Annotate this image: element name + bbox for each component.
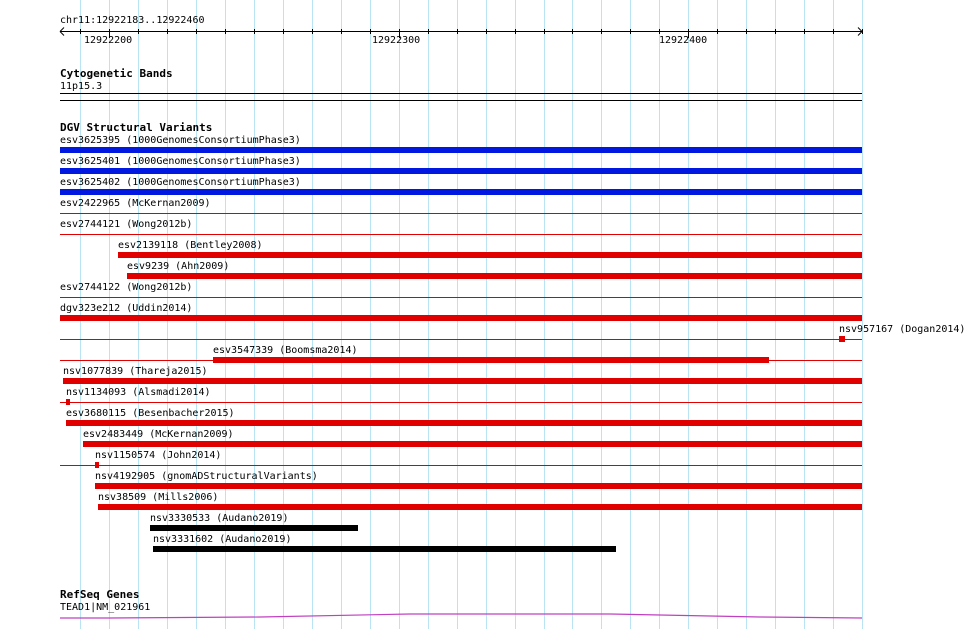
variant-label[interactable]: nsv1134093 (Alsmadi2014) (66, 387, 211, 398)
variant-label[interactable]: nsv1150574 (John2014) (95, 450, 222, 461)
variant-track-line (60, 339, 862, 340)
variant-label[interactable]: esv3680115 (Besenbacher2015) (66, 408, 235, 419)
variant-track-line (60, 234, 862, 235)
variant-label[interactable]: nsv4192905 (gnomADStructuralVariants) (95, 471, 318, 482)
variant-label[interactable]: nsv1077839 (Thareja2015) (63, 366, 208, 377)
dgv-track-title: DGV Structural Variants (60, 121, 213, 134)
ruler-arrow-left (60, 28, 64, 32)
refseq-track-title: RefSeq Genes (60, 588, 140, 601)
gene-model[interactable] (0, 612, 890, 624)
variant-label[interactable]: esv9239 (Ahn2009) (127, 261, 230, 272)
variant-bar[interactable] (127, 273, 862, 279)
cytoband-label: 11p15.3 (60, 81, 103, 92)
variant-label[interactable]: esv3625402 (1000GenomesConsortiumPhase3) (60, 177, 301, 188)
variant-label[interactable]: nsv38509 (Mills2006) (98, 492, 219, 503)
variant-track-line (60, 465, 862, 466)
variant-label[interactable]: esv2483449 (McKernan2009) (83, 429, 234, 440)
variant-bar[interactable] (60, 189, 862, 195)
variant-label[interactable]: nsv3330533 (Audano2019) (150, 513, 289, 524)
tick-label: 12922400 (659, 35, 708, 46)
variant-label[interactable]: esv3625395 (1000GenomesConsortiumPhase3) (60, 135, 301, 146)
variant-bar[interactable] (150, 525, 358, 531)
variant-bar[interactable] (213, 357, 769, 363)
variant-bar[interactable] (60, 315, 862, 321)
ruler-arrow-right (858, 32, 862, 36)
cytoband-bar[interactable] (60, 93, 862, 94)
variant-bar[interactable] (66, 399, 70, 405)
variant-bar[interactable] (83, 441, 862, 447)
tick-label: 12922300 (372, 35, 421, 46)
ruler-arrow-left (60, 32, 64, 36)
variant-track-line (60, 402, 862, 403)
variant-bar[interactable] (95, 462, 99, 468)
variant-bar[interactable] (63, 378, 862, 384)
ruler (0, 0, 890, 60)
variant-bar[interactable] (98, 504, 862, 510)
variant-track-line (60, 297, 862, 298)
variant-label[interactable]: dgv323e212 (Uddin2014) (60, 303, 193, 314)
variant-bar[interactable] (118, 252, 862, 258)
variant-label[interactable]: esv3547339 (Boomsma2014) (213, 345, 358, 356)
variant-bar[interactable] (60, 147, 862, 153)
variant-label[interactable]: nsv957167 (Dogan2014) (839, 324, 965, 335)
cytoband-bar-bottom (60, 100, 862, 101)
variant-label[interactable]: esv2422965 (McKernan2009) (60, 198, 211, 209)
variant-label[interactable]: nsv3331602 (Audano2019) (153, 534, 292, 545)
cytoband-track-title: Cytogenetic Bands (60, 67, 173, 80)
location-label: chr11:12922183..12922460 (60, 15, 205, 26)
variant-label[interactable]: esv3625401 (1000GenomesConsortiumPhase3) (60, 156, 301, 167)
variant-bar[interactable] (153, 546, 616, 552)
variant-label[interactable]: esv2744122 (Wong2012b) (60, 282, 193, 293)
variant-track-line (60, 213, 862, 214)
variant-bar[interactable] (60, 168, 862, 174)
tick-label: 12922200 (84, 35, 133, 46)
ruler-arrow-right (858, 28, 862, 32)
gene-intron-line (60, 614, 862, 618)
variant-bar[interactable] (66, 420, 862, 426)
gene-label[interactable]: TEAD1|NM_021961 (60, 602, 151, 613)
variant-bar[interactable] (95, 483, 862, 489)
variant-bar[interactable] (839, 336, 845, 342)
variant-label[interactable]: esv2139118 (Bentley2008) (118, 240, 263, 251)
variant-label[interactable]: esv2744121 (Wong2012b) (60, 219, 193, 230)
